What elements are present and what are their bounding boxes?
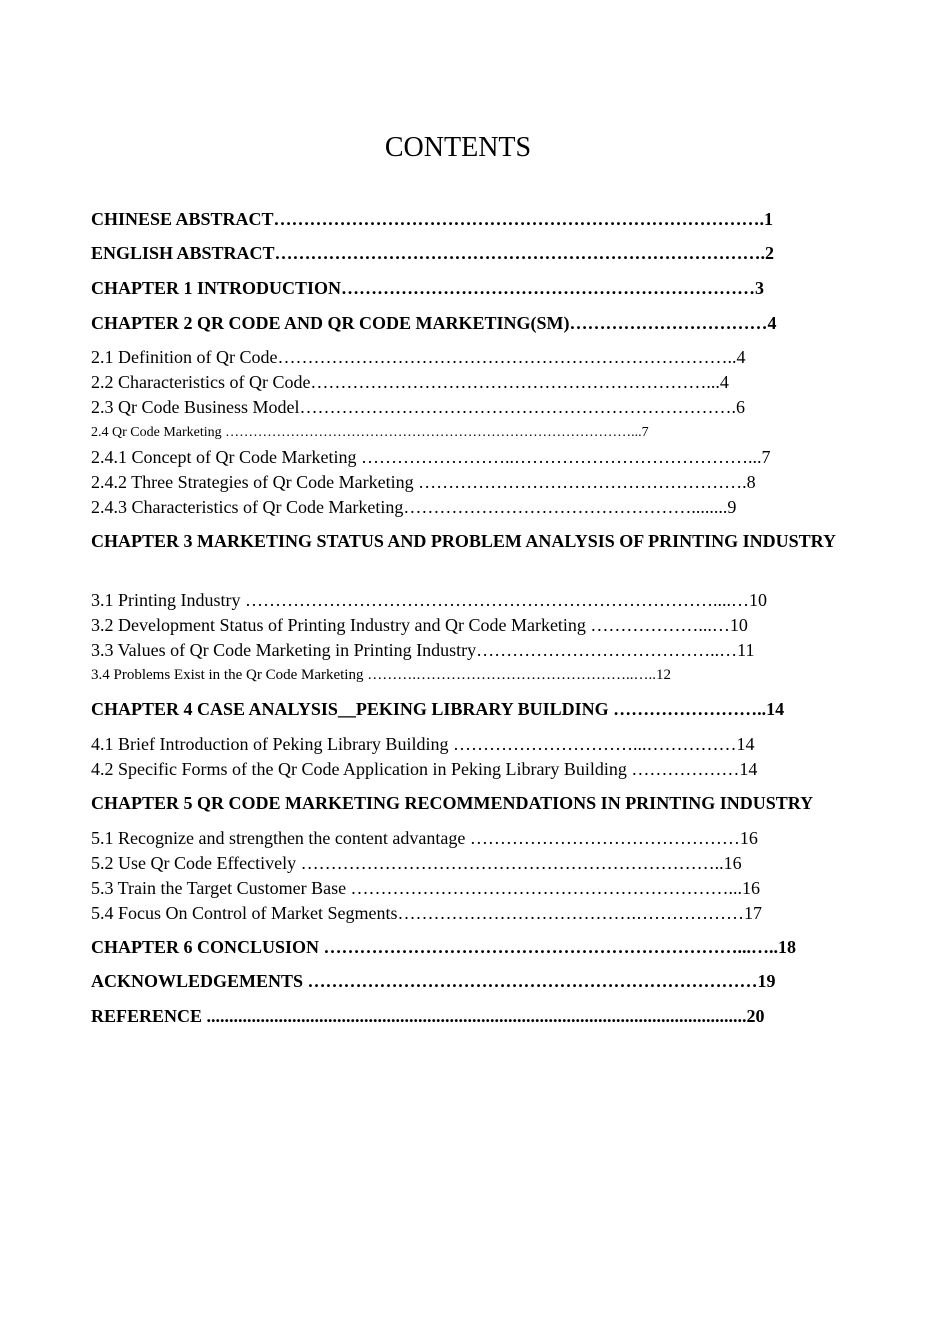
toc-entry-chapter-5[interactable]: CHAPTER 5 QR CODE MARKETING RECOMMENDATIONS IN PRINTING INDUSTRY	[91, 793, 814, 813]
toc-entry-3-1[interactable]: 3.1 Printing Industry ……………………………………………………………………....…10	[91, 590, 768, 610]
toc-entry-2-4-1[interactable]: 2.4.1 Concept of Qr Code Marketing ……………………..…………………………………...7	[91, 447, 771, 467]
toc-entry-chapter-6[interactable]: CHAPTER 6 CONCLUSION ……………………………………………………………...…..18	[91, 937, 797, 957]
toc-entry-chapter-3[interactable]: CHAPTER 3 MARKETING STATUS AND PROBLEM ANALYSIS OF PRINTING INDUSTRY	[91, 531, 836, 551]
toc-entry-chapter-2[interactable]: CHAPTER 2 QR CODE AND QR CODE MARKETING(SM)……………………………4	[91, 313, 777, 333]
toc-entry-2-1[interactable]: 2.1 Definition of Qr Code…………………………………………………………………..4	[91, 347, 746, 367]
toc-entry-4-2[interactable]: 4.2 Specific Forms of the Qr Code Application in Peking Library Building ………………14	[91, 759, 758, 779]
toc-entry-4-1[interactable]: 4.1 Brief Introduction of Peking Library Building …………………………...……………14	[91, 734, 755, 754]
page-title: CONTENTS	[384, 132, 532, 163]
toc-entry-2-4-3[interactable]: 2.4.3 Characteristics of Qr Code Marketing…………………………………………........9	[91, 497, 737, 517]
toc-entry-2-3[interactable]: 2.3 Qr Code Business Model……………………………………………………………….6	[91, 397, 745, 417]
toc-entry-3-3[interactable]: 3.3 Values of Qr Code Marketing in Printing Industry…………………………………..…11	[91, 640, 755, 660]
toc-entry-chapter-1[interactable]: CHAPTER 1 INTRODUCTION……………………………………………………………3	[91, 278, 765, 298]
toc-entry-5-3[interactable]: 5.3 Train the Target Customer Base ………………………………………………………...16	[91, 878, 761, 898]
toc-entry-5-4[interactable]: 5.4 Focus On Control of Market Segments………………………………….………………17	[91, 903, 762, 923]
toc-entry-reference[interactable]: REFERENCE ........................................................................................................................20	[91, 1006, 765, 1026]
toc-entry-5-2[interactable]: 5.2 Use Qr Code Effectively ……………………………………………………………..16	[91, 853, 742, 873]
toc-entry-acknowledgements[interactable]: ACKNOWLEDGEMENTS …………………………………………………………………19	[91, 971, 776, 991]
toc-entry-chinese-abstract[interactable]: CHINESE ABSTRACT……………………………………………………………………….1	[91, 209, 774, 229]
toc-entry-2-2[interactable]: 2.2 Characteristics of Qr Code…………………………………………………………...4	[91, 372, 729, 392]
toc-entry-2-4[interactable]: 2.4 Qr Code Marketing ……………………………………………………………………………...7	[91, 425, 649, 440]
toc-entry-3-4[interactable]: 3.4 Problems Exist in the Qr Code Marketing ……….……………………………………..…..12	[91, 667, 671, 683]
toc-entry-chapter-4[interactable]: CHAPTER 4 CASE ANALYSIS__PEKING LIBRARY BUILDING ……………………..14	[91, 699, 785, 719]
toc-entry-3-2[interactable]: 3.2 Development Status of Printing Industry and Qr Code Marketing ………………...…10	[91, 615, 748, 635]
toc-entry-2-4-2[interactable]: 2.4.2 Three Strategies of Qr Code Marketing ……………………………………………….8	[91, 472, 756, 492]
toc-entry-5-1[interactable]: 5.1 Recognize and strengthen the content advantage ………………………………………16	[91, 828, 758, 848]
toc-entry-english-abstract[interactable]: ENGLISH ABSTRACT……………………………………………………………………….2	[91, 243, 775, 263]
